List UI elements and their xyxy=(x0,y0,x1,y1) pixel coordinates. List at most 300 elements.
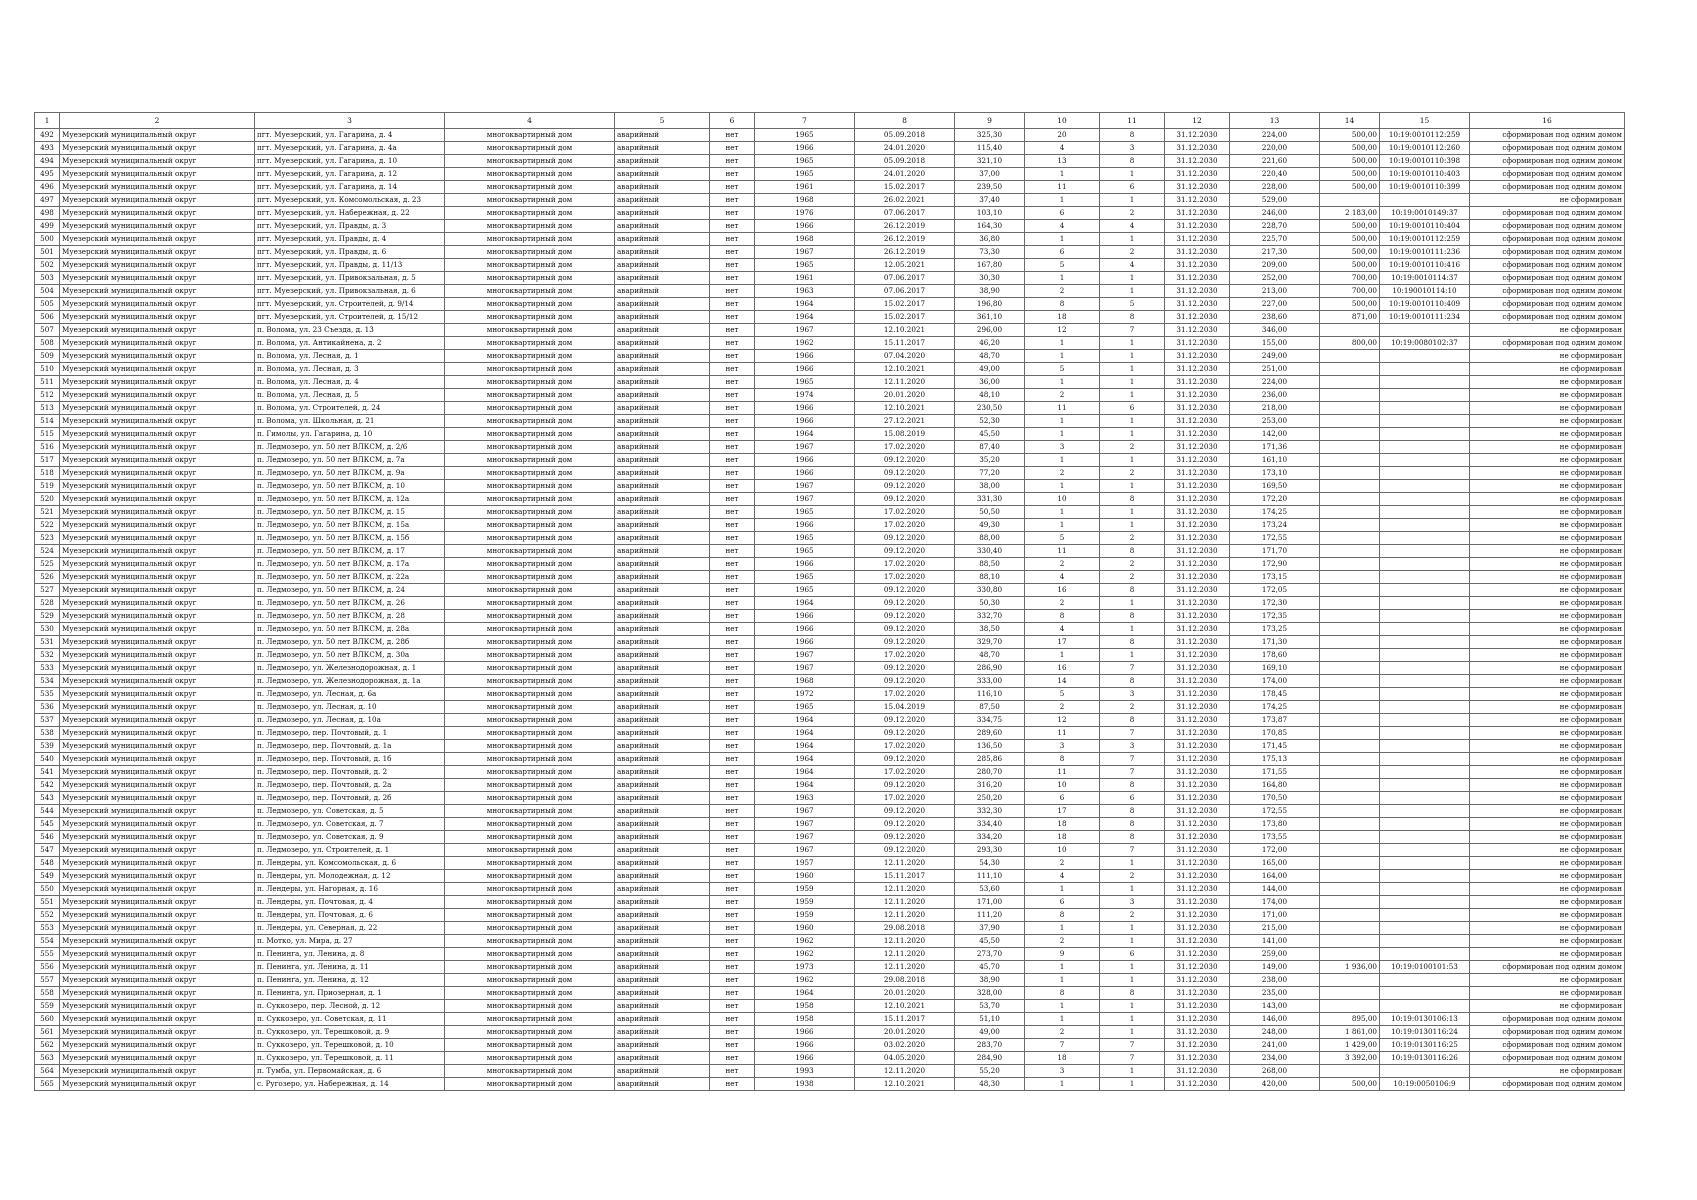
cell-cost: 171,00 xyxy=(1230,909,1320,922)
table-row xyxy=(35,441,1625,454)
cell-row-number: 496 xyxy=(35,181,60,194)
cell-condition: аварийный xyxy=(615,597,710,610)
cell-building-type: многоквартирный дом xyxy=(445,337,615,350)
cell-row-number: 540 xyxy=(35,753,60,766)
table-row xyxy=(35,662,1625,675)
cell-condition: аварийный xyxy=(615,415,710,428)
cell-area: 116,10 xyxy=(955,688,1025,701)
cell-building-type: многоквартирный дом xyxy=(445,441,615,454)
cell-year-built: 1964 xyxy=(755,987,855,1000)
cell-land-area xyxy=(1320,753,1380,766)
cell-municipality: Муезерский муниципальный округ xyxy=(60,818,255,831)
cell-deadline: 31.12.2030 xyxy=(1165,818,1230,831)
cell-land-status: не сформирован xyxy=(1470,415,1625,428)
cell-area: 87,50 xyxy=(955,701,1025,714)
cell-decision-date: 09.12.2020 xyxy=(855,714,955,727)
cell-decision-date: 09.12.2020 xyxy=(855,610,955,623)
cell-area: 77,20 xyxy=(955,467,1025,480)
cell-municipality: Муезерский муниципальный округ xyxy=(60,883,255,896)
cell-cadastral-number xyxy=(1380,389,1470,402)
cell-land-area: 895,00 xyxy=(1320,1013,1380,1026)
cell-building-type: многоквартирный дом xyxy=(445,506,615,519)
cell-flats: 1 xyxy=(1100,285,1165,298)
cell-land-status: не сформирован xyxy=(1470,883,1625,896)
cell-deadline: 31.12.2030 xyxy=(1165,168,1230,181)
cell-land-status: не сформирован xyxy=(1470,454,1625,467)
table-row xyxy=(35,831,1625,844)
cell-row-number: 551 xyxy=(35,896,60,909)
cell-municipality: Муезерский муниципальный округ xyxy=(60,1078,255,1091)
cell-row-number: 504 xyxy=(35,285,60,298)
cell-building-type: многоквартирный дом xyxy=(445,480,615,493)
cell-building-type: многоквартирный дом xyxy=(445,896,615,909)
cell-cadastral-number xyxy=(1380,805,1470,818)
cell-note: нет xyxy=(710,779,755,792)
cell-municipality: Муезерский муниципальный округ xyxy=(60,207,255,220)
cell-land-status: сформирован под одним домом xyxy=(1470,337,1625,350)
cell-building-type: многоквартирный дом xyxy=(445,428,615,441)
cell-cost: 172,35 xyxy=(1230,610,1320,623)
cell-year-built: 1967 xyxy=(755,818,855,831)
cell-deadline: 31.12.2030 xyxy=(1165,1039,1230,1052)
cell-flats: 8 xyxy=(1100,636,1165,649)
cell-decision-date: 12.10.2021 xyxy=(855,324,955,337)
cell-decision-date: 24.01.2020 xyxy=(855,168,955,181)
cell-land-area xyxy=(1320,324,1380,337)
cell-address: п. Ледмозеро, ул. 50 лет ВЛКСМ, д. 7а xyxy=(255,454,445,467)
cell-row-number: 519 xyxy=(35,480,60,493)
cell-land-area xyxy=(1320,545,1380,558)
cell-row-number: 505 xyxy=(35,298,60,311)
cell-cost: 174,25 xyxy=(1230,701,1320,714)
cell-cost: 246,00 xyxy=(1230,207,1320,220)
cell-flats: 2 xyxy=(1100,701,1165,714)
cell-year-built: 1965 xyxy=(755,259,855,272)
cell-cadastral-number xyxy=(1380,987,1470,1000)
cell-land-status: не сформирован xyxy=(1470,922,1625,935)
cell-address: п. Суккозеро, ул. Терешковой, д. 10 xyxy=(255,1039,445,1052)
cell-building-type: многоквартирный дом xyxy=(445,792,615,805)
cell-cadastral-number: 10:19:0010114:37 xyxy=(1380,272,1470,285)
cell-cadastral-number: 10:19:0010111:236 xyxy=(1380,246,1470,259)
cell-land-status: не сформирован xyxy=(1470,636,1625,649)
cell-cadastral-number xyxy=(1380,441,1470,454)
cell-decision-date: 09.12.2020 xyxy=(855,454,955,467)
cell-flats: 1 xyxy=(1100,974,1165,987)
cell-residents: 1 xyxy=(1025,883,1100,896)
cell-municipality: Муезерский муниципальный округ xyxy=(60,1013,255,1026)
cell-year-built: 1965 xyxy=(755,376,855,389)
cell-deadline: 31.12.2030 xyxy=(1165,701,1230,714)
cell-municipality: Муезерский муниципальный округ xyxy=(60,636,255,649)
cell-flats: 6 xyxy=(1100,792,1165,805)
cell-note: нет xyxy=(710,948,755,961)
cell-decision-date: 26.02.2021 xyxy=(855,194,955,207)
cell-condition: аварийный xyxy=(615,571,710,584)
cell-land-area xyxy=(1320,571,1380,584)
cell-flats: 7 xyxy=(1100,844,1165,857)
cell-year-built: 1964 xyxy=(755,740,855,753)
cell-residents: 8 xyxy=(1025,298,1100,311)
cell-deadline: 31.12.2030 xyxy=(1165,1052,1230,1065)
cell-residents: 5 xyxy=(1025,363,1100,376)
cell-cost: 238,60 xyxy=(1230,311,1320,324)
column-header: 9 xyxy=(955,113,1025,129)
cell-cadastral-number xyxy=(1380,597,1470,610)
cell-land-area xyxy=(1320,818,1380,831)
cell-cadastral-number: 10:190010114:10 xyxy=(1380,285,1470,298)
cell-land-area xyxy=(1320,376,1380,389)
cell-address: п. Ледмозеро, пер. Почтовый, д. 2а xyxy=(255,779,445,792)
cell-residents: 1 xyxy=(1025,233,1100,246)
cell-land-status: не сформирован xyxy=(1470,831,1625,844)
cell-condition: аварийный xyxy=(615,883,710,896)
cell-land-status: не сформирован xyxy=(1470,610,1625,623)
cell-residents: 1 xyxy=(1025,1000,1100,1013)
cell-year-built: 1966 xyxy=(755,1026,855,1039)
header-row xyxy=(35,113,1625,129)
cell-flats: 8 xyxy=(1100,805,1165,818)
cell-area: 329,70 xyxy=(955,636,1025,649)
cell-year-built: 1958 xyxy=(755,1013,855,1026)
cell-land-area xyxy=(1320,558,1380,571)
cell-row-number: 538 xyxy=(35,727,60,740)
cell-cost: 249,00 xyxy=(1230,350,1320,363)
cell-municipality: Муезерский муниципальный округ xyxy=(60,805,255,818)
cell-cost: 172,00 xyxy=(1230,844,1320,857)
cell-condition: аварийный xyxy=(615,532,710,545)
cell-decision-date: 07.06.2017 xyxy=(855,207,955,220)
cell-residents: 12 xyxy=(1025,714,1100,727)
cell-address: п. Гимолы, ул. Гагарина, д. 10 xyxy=(255,428,445,441)
cell-area: 296,00 xyxy=(955,324,1025,337)
cell-row-number: 530 xyxy=(35,623,60,636)
cell-deadline: 31.12.2030 xyxy=(1165,480,1230,493)
cell-residents: 2 xyxy=(1025,389,1100,402)
cell-residents: 1 xyxy=(1025,649,1100,662)
cell-area: 286,90 xyxy=(955,662,1025,675)
cell-address: п. Волома, ул. Антикайнена, д. 2 xyxy=(255,337,445,350)
cell-deadline: 31.12.2030 xyxy=(1165,727,1230,740)
cell-municipality: Муезерский муниципальный округ xyxy=(60,649,255,662)
table-row xyxy=(35,1000,1625,1013)
column-header: 6 xyxy=(710,113,755,129)
cell-area: 334,40 xyxy=(955,818,1025,831)
cell-area: 55,20 xyxy=(955,1065,1025,1078)
cell-year-built: 1967 xyxy=(755,831,855,844)
cell-address: п. Ледмозеро, ул. 50 лет ВЛКСМ, д. 30а xyxy=(255,649,445,662)
cell-note: нет xyxy=(710,220,755,233)
cell-building-type: многоквартирный дом xyxy=(445,714,615,727)
cell-note: нет xyxy=(710,129,755,142)
cell-land-area: 700,00 xyxy=(1320,272,1380,285)
cell-condition: аварийный xyxy=(615,441,710,454)
cell-row-number: 523 xyxy=(35,532,60,545)
cell-building-type: многоквартирный дом xyxy=(445,974,615,987)
table-row xyxy=(35,714,1625,727)
cell-note: нет xyxy=(710,272,755,285)
cell-flats: 6 xyxy=(1100,402,1165,415)
cell-land-area: 3 392,00 xyxy=(1320,1052,1380,1065)
cell-note: нет xyxy=(710,623,755,636)
table-row xyxy=(35,493,1625,506)
cell-condition: аварийный xyxy=(615,506,710,519)
cell-residents: 11 xyxy=(1025,766,1100,779)
cell-municipality: Муезерский муниципальный округ xyxy=(60,363,255,376)
cell-condition: аварийный xyxy=(615,701,710,714)
cell-municipality: Муезерский муниципальный округ xyxy=(60,675,255,688)
cell-year-built: 1963 xyxy=(755,792,855,805)
cell-deadline: 31.12.2030 xyxy=(1165,545,1230,558)
cell-decision-date: 09.12.2020 xyxy=(855,545,955,558)
cell-building-type: многоквартирный дом xyxy=(445,844,615,857)
cell-cadastral-number xyxy=(1380,428,1470,441)
cell-condition: аварийный xyxy=(615,753,710,766)
cell-cadastral-number: 10:19:0130116:24 xyxy=(1380,1026,1470,1039)
cell-row-number: 542 xyxy=(35,779,60,792)
cell-address: п. Ледмозеро, ул. 50 лет ВЛКСМ, д. 15а xyxy=(255,519,445,532)
cell-building-type: многоквартирный дом xyxy=(445,233,615,246)
cell-residents: 11 xyxy=(1025,545,1100,558)
cell-row-number: 524 xyxy=(35,545,60,558)
cell-land-area xyxy=(1320,428,1380,441)
cell-area: 37,40 xyxy=(955,194,1025,207)
cell-area: 52,30 xyxy=(955,415,1025,428)
cell-decision-date: 20.01.2020 xyxy=(855,1026,955,1039)
cell-building-type: многоквартирный дом xyxy=(445,675,615,688)
cell-residents: 16 xyxy=(1025,662,1100,675)
cell-cadastral-number xyxy=(1380,571,1470,584)
cell-cost: 252,00 xyxy=(1230,272,1320,285)
cell-deadline: 31.12.2030 xyxy=(1165,792,1230,805)
cell-building-type: многоквартирный дом xyxy=(445,766,615,779)
cell-land-area xyxy=(1320,714,1380,727)
cell-condition: аварийный xyxy=(615,519,710,532)
cell-address: п. Волома, ул. Лесная, д. 3 xyxy=(255,363,445,376)
cell-flats: 1 xyxy=(1100,623,1165,636)
cell-year-built: 1966 xyxy=(755,415,855,428)
cell-note: нет xyxy=(710,792,755,805)
cell-cost: 217,30 xyxy=(1230,246,1320,259)
cell-cadastral-number xyxy=(1380,714,1470,727)
cell-decision-date: 15.04.2019 xyxy=(855,701,955,714)
cell-municipality: Муезерский муниципальный округ xyxy=(60,727,255,740)
cell-cadastral-number: 10:19:0010112:259 xyxy=(1380,129,1470,142)
table-row xyxy=(35,935,1625,948)
cell-building-type: многоквартирный дом xyxy=(445,987,615,1000)
cell-flats: 8 xyxy=(1100,493,1165,506)
cell-deadline: 31.12.2030 xyxy=(1165,831,1230,844)
cell-address: п. Ледмозеро, пер. Почтовый, д. 1б xyxy=(255,753,445,766)
cell-row-number: 528 xyxy=(35,597,60,610)
table-row xyxy=(35,688,1625,701)
cell-cadastral-number xyxy=(1380,818,1470,831)
cell-flats: 1 xyxy=(1100,922,1165,935)
cell-row-number: 509 xyxy=(35,350,60,363)
cell-deadline: 31.12.2030 xyxy=(1165,935,1230,948)
cell-note: нет xyxy=(710,467,755,480)
table-row xyxy=(35,792,1625,805)
cell-note: нет xyxy=(710,194,755,207)
cell-municipality: Муезерский муниципальный округ xyxy=(60,337,255,350)
table-row xyxy=(35,545,1625,558)
cell-row-number: 512 xyxy=(35,389,60,402)
cell-flats: 7 xyxy=(1100,324,1165,337)
cell-land-area: 1 429,00 xyxy=(1320,1039,1380,1052)
cell-cadastral-number: 10:19:0010110:416 xyxy=(1380,259,1470,272)
cell-row-number: 558 xyxy=(35,987,60,1000)
cell-municipality: Муезерский муниципальный округ xyxy=(60,610,255,623)
cell-deadline: 31.12.2030 xyxy=(1165,1065,1230,1078)
cell-land-status: не сформирован xyxy=(1470,870,1625,883)
cell-year-built: 1966 xyxy=(755,467,855,480)
cell-address: п. Пенинга, ул. Ленина, д. 12 xyxy=(255,974,445,987)
cell-municipality: Муезерский муниципальный округ xyxy=(60,1026,255,1039)
cell-residents: 4 xyxy=(1025,142,1100,155)
cell-address: п. Лендеры, ул. Северная, д. 22 xyxy=(255,922,445,935)
cell-deadline: 31.12.2030 xyxy=(1165,987,1230,1000)
cell-condition: аварийный xyxy=(615,376,710,389)
cell-land-status: сформирован под одним домом xyxy=(1470,142,1625,155)
cell-land-status: сформирован под одним домом xyxy=(1470,1039,1625,1052)
cell-land-area: 500,00 xyxy=(1320,220,1380,233)
cell-land-status: не сформирован xyxy=(1470,974,1625,987)
cell-decision-date: 17.02.2020 xyxy=(855,649,955,662)
cell-decision-date: 17.02.2020 xyxy=(855,519,955,532)
cell-condition: аварийный xyxy=(615,272,710,285)
cell-residents: 2 xyxy=(1025,701,1100,714)
cell-cadastral-number xyxy=(1380,688,1470,701)
cell-municipality: Муезерский муниципальный округ xyxy=(60,415,255,428)
cell-cost: 241,00 xyxy=(1230,1039,1320,1052)
cell-municipality: Муезерский муниципальный округ xyxy=(60,987,255,1000)
table-row xyxy=(35,1013,1625,1026)
cell-land-area: 500,00 xyxy=(1320,155,1380,168)
cell-municipality: Муезерский муниципальный округ xyxy=(60,129,255,142)
cell-residents: 1 xyxy=(1025,519,1100,532)
cell-municipality: Муезерский муниципальный округ xyxy=(60,909,255,922)
cell-flats: 2 xyxy=(1100,909,1165,922)
cell-building-type: многоквартирный дом xyxy=(445,519,615,532)
cell-address: п. Ледмозеро, пер. Почтовый, д. 1 xyxy=(255,727,445,740)
cell-flats: 3 xyxy=(1100,142,1165,155)
column-header: 2 xyxy=(60,113,255,129)
cell-cadastral-number xyxy=(1380,545,1470,558)
cell-condition: аварийный xyxy=(615,558,710,571)
cell-land-status: не сформирован xyxy=(1470,948,1625,961)
cell-residents: 4 xyxy=(1025,220,1100,233)
cell-condition: аварийный xyxy=(615,1026,710,1039)
cell-flats: 4 xyxy=(1100,259,1165,272)
cell-address: п. Ледмозеро, ул. 50 лет ВЛКСМ, д. 2/6 xyxy=(255,441,445,454)
cell-cadastral-number xyxy=(1380,844,1470,857)
cell-cadastral-number xyxy=(1380,857,1470,870)
cell-condition: аварийный xyxy=(615,207,710,220)
table-row xyxy=(35,246,1625,259)
table-row xyxy=(35,805,1625,818)
cell-cost: 170,50 xyxy=(1230,792,1320,805)
column-header: 16 xyxy=(1470,113,1625,129)
cell-residents: 12 xyxy=(1025,324,1100,337)
cell-cost: 171,45 xyxy=(1230,740,1320,753)
cell-land-status: не сформирован xyxy=(1470,506,1625,519)
cell-row-number: 564 xyxy=(35,1065,60,1078)
cell-address: п. Ледмозеро, ул. 50 лет ВЛКСМ, д. 17 xyxy=(255,545,445,558)
cell-cost: 173,55 xyxy=(1230,831,1320,844)
cell-row-number: 539 xyxy=(35,740,60,753)
cell-condition: аварийный xyxy=(615,181,710,194)
cell-cost: 172,55 xyxy=(1230,532,1320,545)
cell-municipality: Муезерский муниципальный округ xyxy=(60,753,255,766)
cell-deadline: 31.12.2030 xyxy=(1165,714,1230,727)
cell-building-type: многоквартирный дом xyxy=(445,1026,615,1039)
cell-cost: 172,90 xyxy=(1230,558,1320,571)
cell-land-area xyxy=(1320,519,1380,532)
cell-municipality: Муезерский муниципальный округ xyxy=(60,662,255,675)
cell-building-type: многоквартирный дом xyxy=(445,1052,615,1065)
cell-row-number: 516 xyxy=(35,441,60,454)
cell-building-type: многоквартирный дом xyxy=(445,701,615,714)
cell-land-area: 800,00 xyxy=(1320,337,1380,350)
cell-year-built: 1959 xyxy=(755,909,855,922)
cell-decision-date: 12.10.2021 xyxy=(855,402,955,415)
cell-note: нет xyxy=(710,805,755,818)
cell-cost: 238,00 xyxy=(1230,974,1320,987)
cell-cost: 165,00 xyxy=(1230,857,1320,870)
cell-cost: 178,60 xyxy=(1230,649,1320,662)
cell-municipality: Муезерский муниципальный округ xyxy=(60,571,255,584)
table-row xyxy=(35,142,1625,155)
cell-municipality: Муезерский муниципальный округ xyxy=(60,272,255,285)
cell-land-status: не сформирован xyxy=(1470,597,1625,610)
cell-decision-date: 15.08.2019 xyxy=(855,428,955,441)
cell-row-number: 534 xyxy=(35,675,60,688)
cell-flats: 8 xyxy=(1100,714,1165,727)
cell-deadline: 31.12.2030 xyxy=(1165,870,1230,883)
cell-cadastral-number xyxy=(1380,376,1470,389)
cell-land-area xyxy=(1320,493,1380,506)
cell-area: 196,80 xyxy=(955,298,1025,311)
cell-address: п. Ледмозеро, ул. Советская, д. 9 xyxy=(255,831,445,844)
table-row xyxy=(35,1052,1625,1065)
cell-note: нет xyxy=(710,363,755,376)
cell-residents: 6 xyxy=(1025,246,1100,259)
cell-flats: 1 xyxy=(1100,519,1165,532)
cell-land-area xyxy=(1320,649,1380,662)
cell-address: п. Ледмозеро, ул. Железнодорожная, д. 1а xyxy=(255,675,445,688)
cell-cadastral-number xyxy=(1380,480,1470,493)
housing-registry-table xyxy=(34,112,1625,1091)
cell-condition: аварийный xyxy=(615,870,710,883)
cell-year-built: 1966 xyxy=(755,454,855,467)
cell-area: 273,70 xyxy=(955,948,1025,961)
cell-land-status: не сформирован xyxy=(1470,987,1625,1000)
cell-flats: 5 xyxy=(1100,298,1165,311)
cell-cost: 172,55 xyxy=(1230,805,1320,818)
cell-cadastral-number xyxy=(1380,194,1470,207)
cell-municipality: Муезерский муниципальный округ xyxy=(60,259,255,272)
cell-year-built: 1968 xyxy=(755,675,855,688)
cell-cost: 161,10 xyxy=(1230,454,1320,467)
cell-land-area xyxy=(1320,701,1380,714)
cell-cost: 172,30 xyxy=(1230,597,1320,610)
cell-cadastral-number xyxy=(1380,675,1470,688)
cell-note: нет xyxy=(710,987,755,1000)
cell-municipality: Муезерский муниципальный округ xyxy=(60,740,255,753)
cell-note: нет xyxy=(710,441,755,454)
cell-deadline: 31.12.2030 xyxy=(1165,1013,1230,1026)
cell-land-area xyxy=(1320,896,1380,909)
